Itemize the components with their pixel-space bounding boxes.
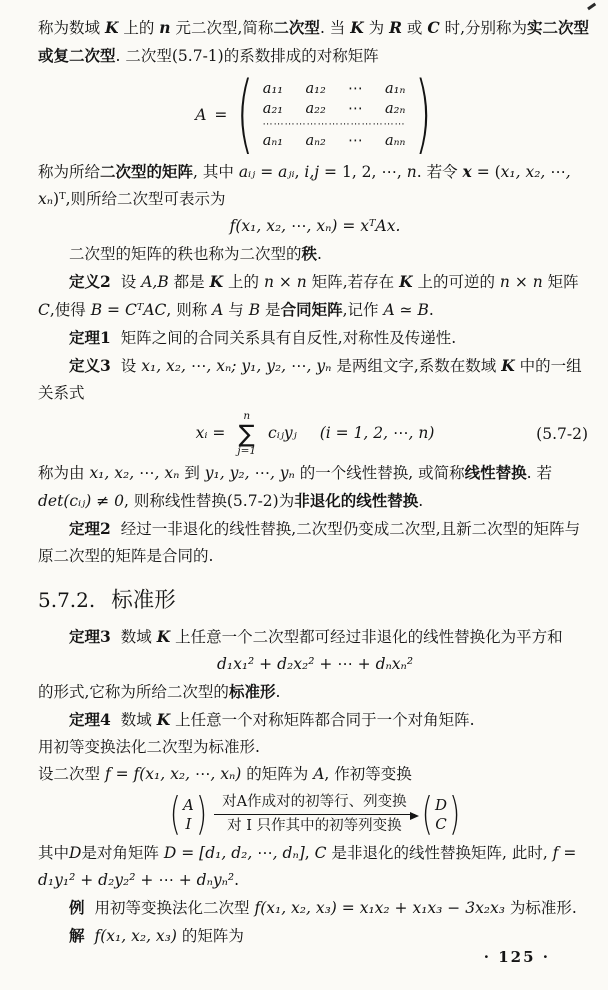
matrix-cell: aₙ₂ — [305, 133, 326, 149]
text-segment: 二次型的矩阵的秩也称为二次型的 — [69, 245, 302, 263]
math-expression: x₁, x₂, ⋯, xₙ; y₁, y₂, ⋯, yₙ — [141, 357, 332, 375]
math-expression: f(x₁, x₂, x₃) — [94, 927, 177, 945]
text-segment: 经过一非退化的线性替换,二次型仍变成二次型,且新二次型的矩阵与原二次型的矩阵是合同的. — [38, 520, 581, 565]
matrix-lhs: A — [195, 105, 207, 124]
matrix-A-display — [38, 64, 592, 164]
theorem-4-marker: 定理4 — [69, 710, 111, 729]
text-segment: . 若 — [526, 464, 553, 482]
paragraph-example — [38, 894, 592, 922]
sigma-notation — [237, 411, 256, 457]
text-segment: 其中 — [38, 844, 70, 862]
paragraph-theorem-3 — [38, 623, 592, 651]
text-segment: 矩阵,若存在 — [306, 273, 400, 291]
formula-sum-of-squares: d₁x₁² + d₂x₂² + ⋯ + dₙxₙ² — [216, 655, 414, 673]
text-segment: 元二次型,简称 — [170, 19, 274, 37]
math-var: i,j — [304, 163, 320, 181]
math-var: n — [406, 163, 417, 181]
text-segment: . 当 — [319, 19, 351, 37]
text-segment: , — [304, 844, 315, 862]
text-segment: 数域 — [120, 628, 157, 646]
example-marker: 例 — [69, 898, 85, 917]
transform-arrow — [214, 792, 414, 837]
formula-5-7-2-line — [38, 411, 592, 457]
matrix-cell: aₙₙ — [385, 133, 406, 149]
text-segment: , 作初等变换 — [324, 765, 412, 783]
math-var: A — [313, 765, 325, 783]
bold-term: 合同矩阵 — [280, 300, 343, 319]
math-expression: aᵢⱼ = aⱼᵢ — [238, 163, 295, 181]
math-expression: A,B — [141, 273, 169, 291]
text-segment: 上任意一个对称矩阵都合同于一个对角矩阵. — [170, 711, 475, 729]
math-var: K — [209, 272, 224, 291]
text-segment: 称为所给 — [38, 163, 101, 181]
paragraph-definition-2 — [38, 268, 592, 324]
math-expression: n × n — [499, 273, 543, 291]
text-segment: 都是 — [168, 273, 210, 291]
paragraph-matrix-def — [38, 158, 592, 213]
math-var: C — [427, 18, 440, 37]
math-expression: y₁, y₂, ⋯, yₙ — [204, 464, 295, 482]
math-var: C — [314, 844, 327, 862]
bold-term: 标准形 — [228, 682, 276, 701]
math-var: R — [389, 18, 402, 37]
math-var: K — [104, 18, 119, 37]
left-paren: ( — [421, 787, 433, 841]
text-segment: 矩阵 — [542, 273, 579, 291]
equation-tag: (5.7-2) — [536, 425, 588, 443]
text-segment: ,记作 — [342, 301, 384, 319]
paragraph-theorem-2 — [38, 515, 592, 570]
matrix-cell: A — [182, 795, 194, 814]
matrix-cell: C — [435, 814, 447, 833]
section-title: 标准形 — [111, 588, 176, 613]
sigma-lower-limit: j=1 — [237, 445, 257, 457]
paragraph-setup — [38, 761, 592, 788]
bold-term: 非退化的线性替换 — [294, 491, 419, 510]
text-segment: = ( — [471, 163, 501, 181]
math-var: K — [350, 18, 364, 37]
math-var: A — [212, 301, 224, 319]
text-segment: ,使得 — [49, 301, 91, 319]
matrix-cell: a₁₂ — [305, 81, 326, 97]
sum-condition: (i = 1, 2, ⋯, n) — [319, 424, 435, 442]
matrix-cell: ⋯ — [348, 101, 363, 117]
text-segment: 中的一组关系式 — [38, 357, 582, 402]
text-segment: 设二次型 — [38, 765, 105, 783]
theorem-2-marker: 定理2 — [69, 519, 111, 538]
text-segment: 设 — [120, 357, 142, 375]
arrow-bottom-label: 对 I 只作其中的初等列变换 — [227, 818, 402, 834]
paragraph-rank — [38, 240, 592, 268]
matrix-cell: aₙ₁ — [262, 133, 284, 149]
right-paren: ) — [449, 787, 461, 841]
text-segment: 用初等变换法化二次型 — [94, 899, 255, 917]
text-segment: , 则称线性替换(5.7-2)为 — [124, 492, 295, 510]
text-segment: . — [275, 683, 281, 701]
math-var: C — [38, 301, 50, 319]
math-expression: det(cᵢⱼ) ≠ 0 — [38, 492, 125, 510]
paragraph-elementary-method: 用初等变换法化二次型为标准形. — [38, 738, 260, 756]
text-segment: 时,分别称为 — [439, 19, 528, 37]
formula-xTAx: f(x₁, x₂, ⋯, xₙ) = xᵀAx. — [229, 217, 401, 235]
math-expression: n × n — [263, 273, 307, 291]
matrix-DC — [435, 796, 447, 834]
math-var: K — [501, 356, 515, 375]
text-segment: 与 — [223, 301, 249, 319]
text-segment: 是 — [260, 301, 281, 319]
text-segment: 的矩阵为 — [241, 765, 314, 783]
text-segment: 的一个线性替换, 或简称 — [294, 464, 465, 482]
text-segment: 数域 — [120, 711, 157, 729]
text-segment: )ᵀ,则所给二次型可表示为 — [53, 190, 226, 208]
text-segment: 上的 — [223, 273, 264, 291]
bold-term: 二次型的矩阵 — [100, 162, 194, 181]
matrix-cell: ⋯ — [348, 81, 363, 97]
text-segment: 是非退化的线性替换矩阵, 此时, — [326, 844, 553, 862]
paragraph-definition-3 — [38, 352, 592, 407]
bold-term: 实二次型或复二次型 — [38, 18, 590, 65]
matrix-dots-row: ⋯⋯⋯⋯⋯⋯⋯⋯⋯⋯⋯⋯⋯ — [262, 119, 406, 130]
definition-3-marker: 定义3 — [69, 356, 111, 375]
math-expression: B = CᵀAC — [90, 301, 167, 319]
text-segment: . 若令 — [416, 163, 463, 181]
text-segment: 或 — [401, 19, 428, 37]
math-var: K — [156, 710, 171, 729]
equals-sign: = — [214, 105, 228, 124]
math-expression: A ≃ B — [383, 301, 429, 319]
math-var: K — [156, 627, 171, 646]
paragraph-linear-substitution — [38, 459, 592, 515]
math-expression: f = f(x₁, x₂, ⋯, xₙ) — [104, 765, 242, 783]
text-segment: 是两组文字,系数在数域 — [331, 357, 502, 375]
text-segment: . — [234, 871, 240, 889]
math-var: B — [248, 301, 261, 319]
solution-marker: 解 — [69, 926, 85, 945]
text-segment: 的形式,它称为所给二次型的 — [38, 683, 229, 701]
text-segment: 是对角矩阵 — [81, 844, 164, 862]
matrix-entries — [257, 77, 412, 153]
theorem-1-marker: 定理1 — [69, 328, 111, 347]
paragraph-theorem-4 — [38, 706, 592, 734]
matrix-cell: a₁₁ — [262, 81, 284, 97]
section-heading-572 — [38, 585, 592, 616]
paragraph-solution — [38, 922, 592, 950]
theorem-3-marker: 定理3 — [69, 627, 111, 646]
text-segment: 为标准形. — [504, 899, 577, 917]
section-number: 5.7.2. — [38, 588, 96, 612]
page-number: · 125 · — [483, 948, 550, 966]
paragraph-theorem-1 — [38, 324, 592, 352]
right-paren: ) — [414, 64, 432, 164]
left-paren: ( — [236, 64, 254, 164]
math-expression: D = [d₁, d₂, ⋯, dₙ] — [163, 844, 305, 862]
sum-lhs: xᵢ = — [195, 424, 226, 442]
paragraph-canonical-form — [38, 678, 592, 706]
math-var: K — [399, 272, 413, 291]
text-segment: 上的可逆的 — [412, 273, 500, 291]
text-segment: 上的 — [118, 19, 160, 37]
text-segment: . — [428, 301, 434, 319]
arrow-top-label: 对A作成对的初等行、列变换 — [214, 792, 414, 815]
text-segment: = 1, 2, ⋯, — [319, 163, 407, 181]
matrix-cell: a₂₂ — [305, 101, 326, 117]
left-paren: ( — [169, 787, 181, 841]
sum-term: cᵢⱼyⱼ — [268, 424, 297, 442]
right-paren: ) — [195, 787, 208, 841]
paragraph-diagonal-result — [38, 840, 592, 894]
matrix-cell: ⋯ — [348, 133, 363, 149]
matrix-AI — [183, 796, 194, 834]
definition-2-marker: 定义2 — [69, 272, 111, 291]
math-expression: f(x₁, x₂, x₃) = x₁x₂ + x₁x₃ − 3x₂x₃ — [254, 899, 505, 917]
text-segment: . — [418, 492, 424, 510]
math-expression: x₁, x₂, ⋯, xₙ — [89, 464, 180, 482]
sigma-upper-limit: n — [243, 410, 251, 422]
sigma-icon: ∑ — [238, 420, 255, 448]
transform-diagram — [38, 787, 592, 841]
text-segment: 上任意一个二次型都可经过非退化的线性替换化为平方和 — [170, 628, 563, 646]
text-segment: 称为由 — [38, 464, 90, 482]
matrix-cell: a₁ₙ — [385, 81, 406, 97]
text-segment: . — [317, 245, 322, 263]
math-var: D — [69, 844, 82, 862]
text-segment: 称为数域 — [38, 19, 105, 37]
math-var: x — [462, 162, 472, 181]
bold-term: 线性替换 — [464, 463, 527, 482]
math-expression: x₁, x₂, ⋯, xₙ — [38, 163, 571, 208]
bold-term: 二次型 — [273, 18, 320, 37]
text-segment: 为 — [363, 19, 390, 37]
text-segment: 设 — [120, 273, 142, 291]
text-segment: , 其中 — [193, 163, 239, 181]
text-segment: , 则称 — [166, 301, 213, 319]
text-segment: . 二次型(5.7-1)的系数排成的对称矩阵 — [115, 47, 379, 65]
text-segment: 到 — [179, 464, 205, 482]
math-var: n — [159, 18, 171, 37]
text-segment: 矩阵之间的合同关系具有自反性,对称性及传递性. — [120, 329, 457, 347]
text-segment: , — [294, 163, 305, 181]
bold-term: 秩 — [301, 244, 318, 263]
matrix-cell: a₂ₙ — [385, 101, 406, 117]
paragraph-intro — [38, 14, 592, 70]
math-expression: f = d₁y₁² + d₂y₂² + ⋯ + dₙyₙ² — [38, 844, 577, 889]
text-segment: 的矩阵为 — [176, 927, 244, 945]
matrix-cell: a₂₁ — [262, 101, 284, 117]
matrix-cell: D — [434, 795, 447, 814]
matrix-cell: I — [185, 814, 192, 833]
